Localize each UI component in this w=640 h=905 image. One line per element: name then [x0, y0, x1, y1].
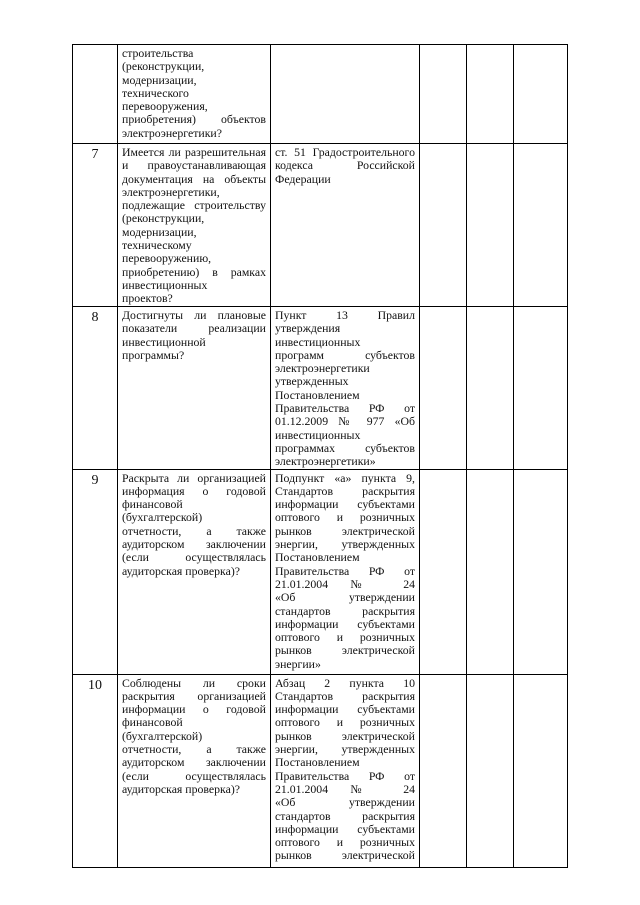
text-line: Правительства РФ от [275, 563, 415, 578]
text-line: отчетности, а также [122, 523, 266, 538]
text-line: техническому [122, 238, 192, 253]
question-cell [118, 674, 271, 867]
question-cell [118, 144, 271, 307]
text-line: ст. 51 Градостроительного [275, 145, 415, 159]
text-line: «Об утверждении [275, 590, 415, 605]
text-line: модернизации, [122, 224, 197, 239]
checklist-table [72, 44, 568, 868]
text-line: информация о годовой [122, 483, 266, 498]
mark-cell-3 [514, 469, 568, 674]
table-row [73, 144, 568, 307]
text-line: финансовой [122, 497, 183, 512]
text-line: строительства [122, 46, 194, 60]
text-line: (если осуществлялась [122, 768, 266, 783]
text-line: электроэнергетики [275, 361, 370, 376]
question-cell [118, 469, 271, 674]
text-line: информации субъектами [275, 497, 415, 512]
text-line: информации субъектами [275, 821, 415, 836]
row-number: 9 [73, 469, 118, 674]
mark-cell-2 [467, 144, 514, 307]
mark-cell-3 [514, 674, 568, 867]
row-number: 8 [73, 307, 118, 470]
table-row [73, 307, 568, 470]
legal-basis-text [275, 472, 415, 671]
mark-cell-1 [420, 307, 467, 470]
text-line: стандартов раскрытия [275, 603, 415, 618]
text-line: Достигнуты ли плановые [122, 308, 266, 322]
text-line: показатели реализации [122, 321, 266, 336]
text-line: Стандартов раскрытия [275, 688, 415, 703]
text-line: программах субъектов [275, 440, 415, 455]
text-line: аудиторском заключении [122, 755, 266, 770]
text-line: аудиторская проверка)? [122, 563, 241, 578]
text-line: утверждения [275, 321, 341, 336]
text-line: энергии, утвержденных [275, 537, 415, 552]
text-line: 21.01.2004 № 24 [275, 576, 415, 591]
text-line: оптового и розничных [275, 630, 415, 645]
text-line: аудиторском заключении [122, 537, 266, 552]
text-line: Абзац 2 пункта 10 [275, 675, 415, 690]
question-text [122, 677, 266, 797]
text-line: 01.12.2009 № 977 «Об [275, 414, 415, 429]
text-line: инвестиционных [275, 427, 361, 442]
text-line: информации субъектами [275, 616, 415, 631]
legal-basis-cell [271, 307, 420, 470]
text-line: инвестиционной [122, 334, 206, 349]
text-line: перевооружения, [122, 99, 208, 114]
text-line: электроэнергетики» [275, 454, 376, 469]
text-line: рынков электрической [275, 848, 415, 863]
text-line: Постановлением [275, 755, 360, 770]
text-line: 21.01.2004 № 24 [275, 781, 415, 796]
question-text [122, 47, 266, 140]
table-row [73, 674, 568, 867]
legal-basis-text [275, 677, 415, 863]
text-line: инвестиционных [122, 277, 208, 292]
text-line: и правоустанавливающая [122, 158, 266, 173]
text-line: информации о годовой [122, 702, 266, 717]
text-line: информации субъектами [275, 702, 415, 717]
text-line: рынков электрической [275, 643, 415, 658]
text-line: Стандартов раскрытия [275, 483, 415, 498]
question-text [122, 472, 266, 578]
text-line: Имеется ли разрешительная [122, 145, 266, 159]
table-row [73, 469, 568, 674]
legal-basis-cell [271, 45, 420, 144]
mark-cell-1 [420, 144, 467, 307]
row-number: 10 [73, 674, 118, 867]
text-line: (бухгалтерской) [122, 510, 203, 525]
question-cell [118, 307, 271, 470]
text-line: энергии» [275, 656, 321, 671]
mark-cell-1 [420, 469, 467, 674]
text-line: Постановлением [275, 550, 360, 565]
text-line: рынков электрической [275, 523, 415, 538]
legal-basis-cell [271, 144, 420, 307]
text-line: инвестиционных [275, 334, 361, 349]
legal-basis-cell [271, 674, 420, 867]
mark-cell-2 [467, 307, 514, 470]
text-line: приобретения) объектов [122, 112, 266, 127]
text-line: технического [122, 85, 189, 100]
text-line: «Об утверждении [275, 795, 415, 810]
text-line: программы? [122, 347, 185, 362]
text-line: Подпункт «а» пункта 9, [275, 470, 415, 485]
text-line: перевооружению, [122, 251, 212, 266]
text-line: проектов? [122, 291, 173, 306]
text-line: оптового и розничных [275, 510, 415, 525]
text-line: Постановлением [275, 387, 360, 402]
row-number: 7 [73, 144, 118, 307]
mark-cell-1 [420, 674, 467, 867]
text-line: электроэнергетики? [122, 125, 222, 140]
text-line: финансовой [122, 715, 183, 730]
mark-cell-2 [467, 45, 514, 144]
row-number [73, 45, 118, 144]
legal-basis-text [275, 309, 415, 469]
mark-cell-3 [514, 45, 568, 144]
text-line: программ субъектов [275, 347, 415, 362]
text-line: приобретению) в рамках [122, 264, 266, 279]
mark-cell-2 [467, 674, 514, 867]
text-line: аудиторская проверка)? [122, 781, 241, 796]
text-line: Федерации [275, 171, 331, 186]
text-line: подлежащие строительству [122, 198, 266, 213]
table-row [73, 45, 568, 144]
text-line: (бухгалтерской) [122, 728, 203, 743]
text-line: Пункт 13 Правил [275, 308, 415, 322]
mark-cell-3 [514, 144, 568, 307]
question-text [122, 309, 266, 362]
text-line: раскрытия организацией [122, 688, 266, 703]
text-line: Соблюдены ли сроки [122, 675, 266, 690]
text-line: утвержденных [275, 374, 349, 389]
text-line: документация на объекты [122, 171, 266, 186]
text-line: Правительства РФ от [275, 401, 415, 416]
text-line: оптового и розничных [275, 835, 415, 850]
text-line: модернизации, [122, 72, 197, 87]
mark-cell-3 [514, 307, 568, 470]
text-line: Раскрыта ли организацией [122, 470, 266, 485]
mark-cell-2 [467, 469, 514, 674]
text-line: электроэнергетики, [122, 184, 220, 199]
text-line: (реконструкции, [122, 59, 205, 74]
legal-basis-cell [271, 469, 420, 674]
text-line: отчетности, а также [122, 742, 266, 757]
mark-cell-1 [420, 45, 467, 144]
text-line: (если осуществлялась [122, 550, 266, 565]
text-line: Правительства РФ от [275, 768, 415, 783]
question-text [122, 146, 266, 306]
text-line: кодекса Российской [275, 158, 415, 173]
legal-basis-text [275, 146, 415, 186]
text-line: (реконструкции, [122, 211, 205, 226]
text-line: энергии, утвержденных [275, 742, 415, 757]
question-cell [118, 45, 271, 144]
text-line: оптового и розничных [275, 715, 415, 730]
text-line: рынков электрической [275, 728, 415, 743]
text-line: стандартов раскрытия [275, 808, 415, 823]
